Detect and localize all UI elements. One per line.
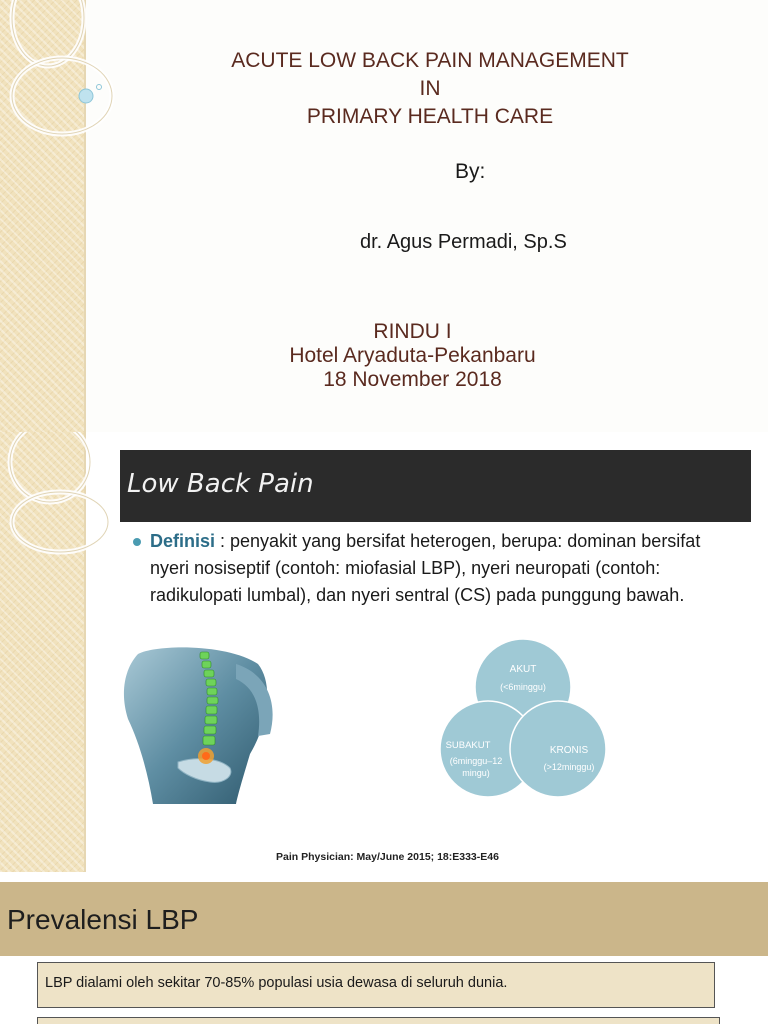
prevalence-box bbox=[37, 962, 715, 1008]
section-header-title: Low Back Pain bbox=[127, 469, 314, 499]
venn-range-subakut-1: (6minggu–12 bbox=[449, 756, 503, 766]
slide-low-back-pain bbox=[0, 432, 768, 872]
decorative-rings bbox=[0, 0, 140, 432]
venn-label-subakut: SUBAKUT bbox=[445, 740, 491, 751]
section-header bbox=[0, 882, 768, 956]
venn-label-kronis: KRONIS bbox=[549, 745, 589, 756]
citation: Pain Physician: May/June 2015; 18:E333-E46 bbox=[276, 851, 499, 863]
definition-text: : penyakit yang bersifat heterogen, berupa: dominan bersifat nyeri nosiseptif (contoh: miofasial LBP), nyeri neuropati (contoh: radikulopati lumbal), dan nyeri sentral (CS) pada punggung bawah. bbox=[150, 531, 701, 605]
author-name: dr. Agus Permadi, Sp.S bbox=[360, 231, 567, 253]
section-header bbox=[120, 450, 751, 522]
decorative-rings bbox=[0, 432, 140, 572]
definition-paragraph bbox=[150, 528, 735, 609]
bullet-icon bbox=[133, 538, 141, 546]
venn-range-subakut-2: mingu) bbox=[462, 768, 490, 778]
venn-range-kronis: (>12minggu) bbox=[543, 762, 595, 772]
event-venue: Hotel Aryaduta-Pekanbaru bbox=[289, 344, 536, 367]
prevalence-text: LBP dialami oleh sekitar 70-85% populasi usia dewasa di seluruh dunia. bbox=[45, 975, 508, 991]
title-line-3: PRIMARY HEALTH CARE bbox=[306, 105, 554, 128]
title-line-2: IN bbox=[419, 77, 441, 100]
presentation-title bbox=[180, 47, 680, 131]
lbp-duration-venn-diagram bbox=[430, 637, 630, 812]
slide-title bbox=[0, 0, 768, 432]
venn-range-akut: (<6minggu) bbox=[500, 682, 546, 692]
prevalence-box-2 bbox=[37, 1017, 720, 1024]
title-line-1: ACUTE LOW BACK PAIN MANAGEMENT bbox=[231, 49, 629, 72]
section-header-title: Prevalensi LBP bbox=[7, 904, 199, 935]
slide-prevalensi bbox=[0, 872, 768, 1024]
event-date: 18 November 2018 bbox=[323, 368, 502, 391]
spine-pain-illustration bbox=[118, 644, 278, 804]
definition-term: Definisi bbox=[150, 531, 216, 551]
by-label: By: bbox=[455, 160, 486, 183]
venn-label-akut: AKUT bbox=[509, 664, 537, 675]
event-info bbox=[240, 320, 585, 392]
event-name: RINDU I bbox=[373, 320, 452, 343]
